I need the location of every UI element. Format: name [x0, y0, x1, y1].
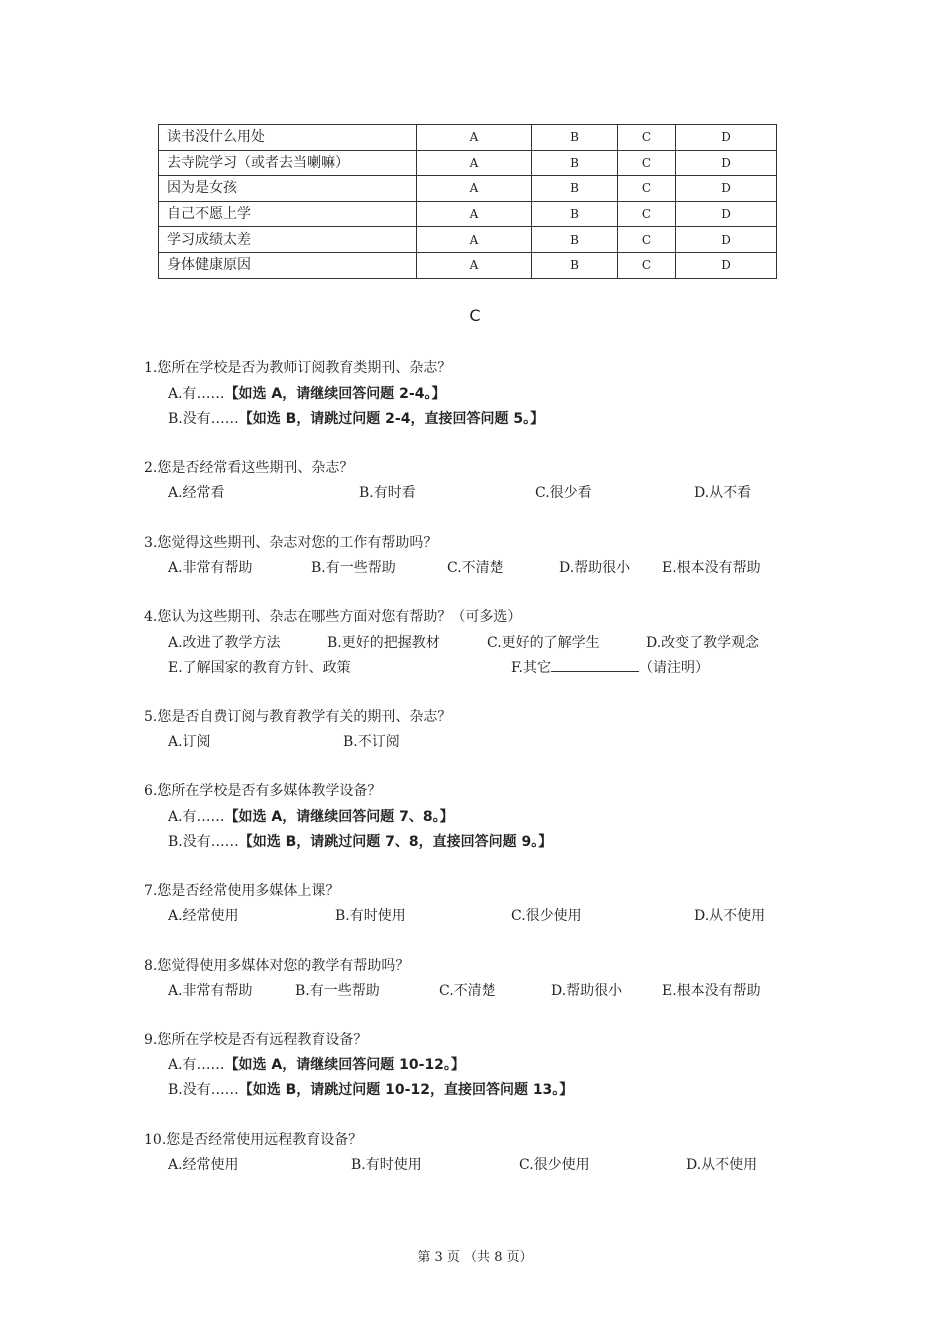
- q6-option-b: B.没有……【如选 B，请跳过问题 7、8，直接回答问题 9。】: [168, 834, 553, 850]
- q8-option-e: E.根本没有帮助: [662, 983, 761, 999]
- table-cell-option-a: A: [417, 176, 532, 202]
- q1-option-a: A.有……【如选 A，请继续回答问题 2-4。】: [168, 386, 446, 402]
- q10-option-d: D.从不使用: [686, 1157, 758, 1173]
- table-cell-item: 因为是女孩: [159, 176, 417, 202]
- q4-option-a: A.改进了教学方法: [168, 635, 281, 651]
- q8-option-b: B.有一些帮助: [295, 983, 380, 999]
- table-cell-option-d: D: [676, 176, 777, 202]
- q2-option-a: A.经常看: [168, 485, 225, 501]
- q5-option-a: A.订阅: [168, 734, 211, 750]
- q7-option-c: C.很少使用: [511, 908, 582, 924]
- question-2: 2.您是否经常看这些期刊、杂志？: [144, 460, 354, 476]
- table-row: [159, 252, 777, 278]
- table-cell-item: 学习成绩太差: [159, 227, 417, 253]
- q3-option-b: B.有一些帮助: [311, 560, 396, 576]
- table-cell-option-b: B: [532, 252, 618, 278]
- q4-option-f: F.其它 （请注明）: [511, 657, 709, 677]
- table-row: [159, 176, 777, 202]
- table-cell-option-a: A: [417, 227, 532, 253]
- table-cell-option-c: C: [618, 227, 676, 253]
- q7-option-a: A.经常使用: [168, 908, 239, 924]
- table-cell-option-b: B: [532, 125, 618, 151]
- q2-option-d: D.从不看: [694, 485, 752, 501]
- table-row: [159, 201, 777, 227]
- table-cell-option-b: B: [532, 150, 618, 176]
- q3-option-d: D.帮助很小: [559, 560, 631, 576]
- q3-option-c: C.不清楚: [447, 560, 504, 576]
- q4-option-b: B.更好的把握教材: [327, 635, 440, 651]
- q9-option-b: B.没有……【如选 B，请跳过问题 10-12，直接回答问题 13。】: [168, 1082, 574, 1098]
- table-cell-option-c: C: [618, 252, 676, 278]
- q8-option-c: C.不清楚: [439, 983, 496, 999]
- question-1: 1.您所在学校是否为教师订阅教育类期刊、杂志？: [144, 360, 452, 376]
- table-cell-option-d: D: [676, 201, 777, 227]
- q7-option-b: B.有时使用: [335, 908, 406, 924]
- table-cell-option-c: C: [618, 176, 676, 202]
- table-cell-item: 身体健康原因: [159, 252, 417, 278]
- table-cell-option-b: B: [532, 176, 618, 202]
- q7-option-d: D.从不使用: [694, 908, 766, 924]
- q3-option-a: A.非常有帮助: [168, 560, 253, 576]
- q9-option-a: A.有……【如选 A，请继续回答问题 10-12。】: [168, 1057, 465, 1073]
- table-row: [159, 125, 777, 151]
- q3-option-e: E.根本没有帮助: [662, 560, 761, 576]
- q4-option-e: E.了解国家的教育方针、政策: [168, 660, 351, 676]
- q6-option-a: A.有……【如选 A，请继续回答问题 7、8。】: [168, 809, 454, 825]
- question-4: 4.您认为这些期刊、杂志在哪些方面对您有帮助？（可多选）: [144, 609, 522, 625]
- table-row: [159, 150, 777, 176]
- q10-option-a: A.经常使用: [168, 1157, 239, 1173]
- question-5: 5.您是否自费订阅与教育教学有关的期刊、杂志？: [144, 709, 452, 725]
- q8-option-a: A.非常有帮助: [168, 983, 253, 999]
- table-cell-option-c: C: [618, 201, 676, 227]
- table-cell-option-a: A: [417, 201, 532, 227]
- table-cell-option-b: B: [532, 227, 618, 253]
- question-10: 10.您是否经常使用远程教育设备？: [144, 1132, 363, 1148]
- table-cell-option-c: C: [618, 125, 676, 151]
- q4-option-c: C.更好的了解学生: [487, 635, 600, 651]
- q10-option-c: C.很少使用: [519, 1157, 590, 1173]
- question-7: 7.您是否经常使用多媒体上课？: [144, 883, 340, 899]
- q2-option-c: C.很少看: [535, 485, 592, 501]
- table-cell-item: 读书没什么用处: [159, 125, 417, 151]
- q5-option-b: B.不订阅: [343, 734, 400, 750]
- table-cell-option-a: A: [417, 150, 532, 176]
- table-row: [159, 227, 777, 253]
- q8-option-d: D.帮助很小: [551, 983, 623, 999]
- q10-option-b: B.有时使用: [351, 1157, 422, 1173]
- question-3: 3.您觉得这些期刊、杂志对您的工作有帮助吗？: [144, 535, 438, 551]
- question-6: 6.您所在学校是否有多媒体教学设备？: [144, 783, 382, 799]
- table-cell-option-d: D: [676, 125, 777, 151]
- section-label: C: [469, 306, 481, 325]
- table-cell-option-d: D: [676, 252, 777, 278]
- table-cell-item: 自己不愿上学: [159, 201, 417, 227]
- q1-option-b: B.没有……【如选 B，请跳过问题 2-4，直接回答问题 5。】: [168, 411, 545, 427]
- table-cell-option-a: A: [417, 125, 532, 151]
- table-cell-option-b: B: [532, 201, 618, 227]
- q4-other-blank: [551, 657, 639, 672]
- question-8: 8.您觉得使用多媒体对您的教学有帮助吗？: [144, 958, 410, 974]
- table-cell-option-d: D: [676, 150, 777, 176]
- page-footer: 第 3 页 （共 8 页）: [417, 1250, 533, 1265]
- q4-option-d: D.改变了教学观念: [646, 635, 760, 651]
- question-9: 9.您所在学校是否有远程教育设备？: [144, 1032, 368, 1048]
- reasons-table: [158, 124, 777, 279]
- table-cell-option-c: C: [618, 150, 676, 176]
- table-cell-item: 去寺院学习（或者去当喇嘛）: [159, 150, 417, 176]
- table-cell-option-a: A: [417, 252, 532, 278]
- table-cell-option-d: D: [676, 227, 777, 253]
- q2-option-b: B.有时看: [359, 485, 416, 501]
